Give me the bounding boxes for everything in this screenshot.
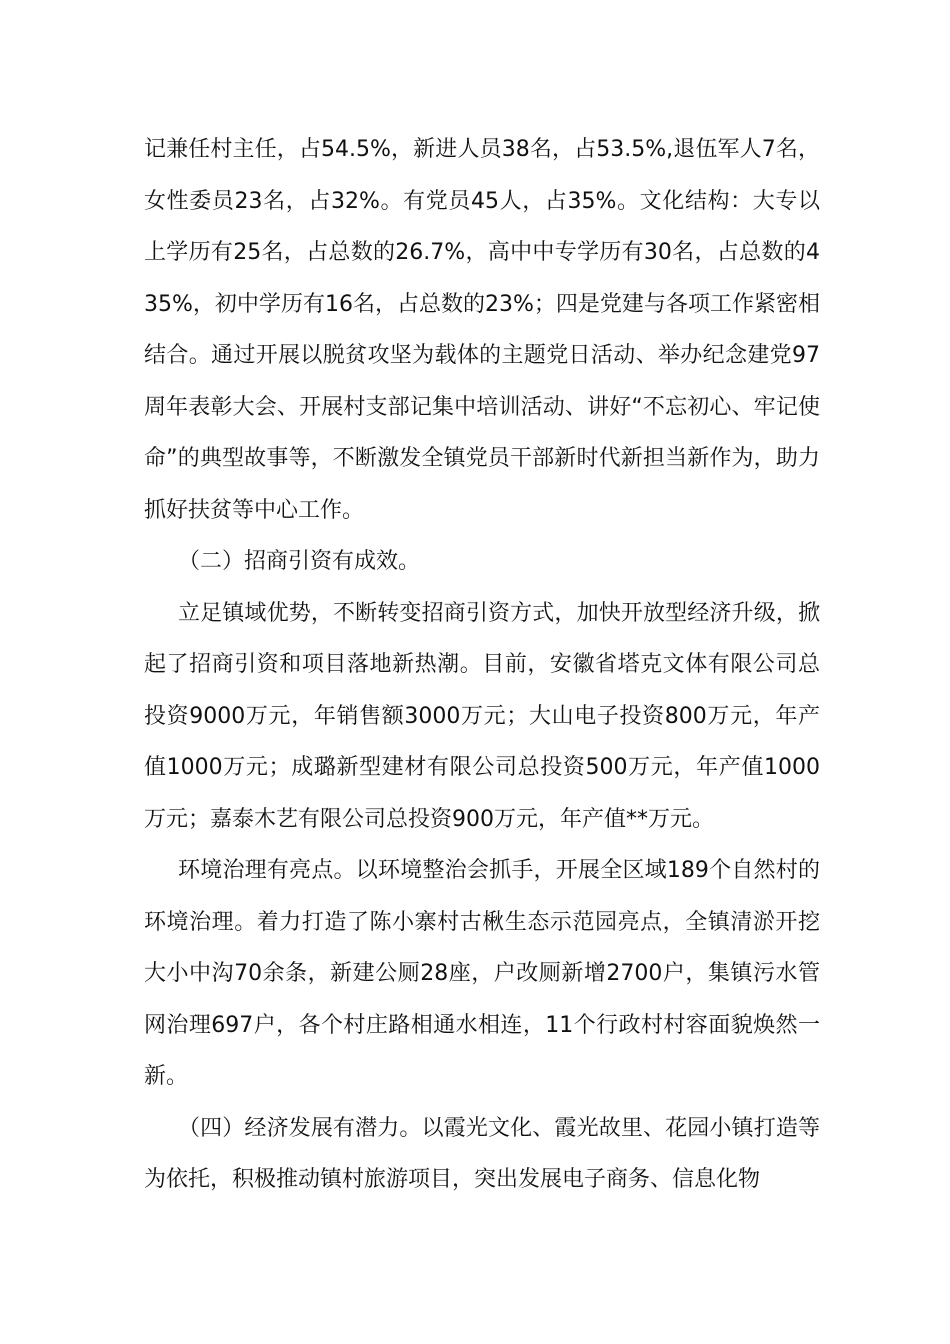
paragraph-investment-details: 立足镇域优势，不断转变招商引资方式，加快开放型经济升级，掀起了招商引资和项目落地新热潮。目前，安徽省塔克文体有限公司总投资9000万元，年销售额3000万元；大山电子投资800万元，年产值1000万元；成璐新型建材有限公司总投资500万元，年产值1000万元；嘉泰木艺有限公司总投资900万元，年产值**万元。 — [144, 600, 820, 832]
paragraph-environment-governance: 环境治理有亮点。以环境整治会抓手，开展全区域189个自然村的环境治理。着力打造了陈小寨村古楸生态示范园亮点，全镇清淤开挖大小中沟70余条，新建公厕28座，户改厕新增2700户，集镇污水管网治理697户，各个村庄路相通水相连，11个行政村村容面貌焕然一新。 — [144, 858, 820, 1089]
heading-investment-attraction: （二）招商引资有成效。 — [178, 549, 421, 574]
document-body — [144, 124, 820, 1206]
paragraph-party-building: 记兼任村主任，占54.5%，新进人员38名，占53.5%,退伍军人7名，女性委员23名，占32%。有党员45人，占35%。文化结构：大专以上学历有25名，占总数的26.7%，高中中专学历有30名，占总数的435%，初中学历有16名，占总数的23%；四是党建与各项工作紧密相结合。通过开展以脱贫攻坚为载体的主题党日活动、举办纪念建党97周年表彰大会、开展村支部记集中培训活动、讲好“不忘初心、牢记使命”的典型故事等，不断激发全镇党员干部新时代新担当新作为，助力抓好扶贫等中心工作。 — [144, 137, 820, 523]
paragraph-economic-development: （四）经济发展有潜力。以霞光文化、霞光故里、花园小镇打造等为依托，积极推动镇村旅游项目，突出发展电子商务、信息化物 — [144, 1115, 820, 1192]
